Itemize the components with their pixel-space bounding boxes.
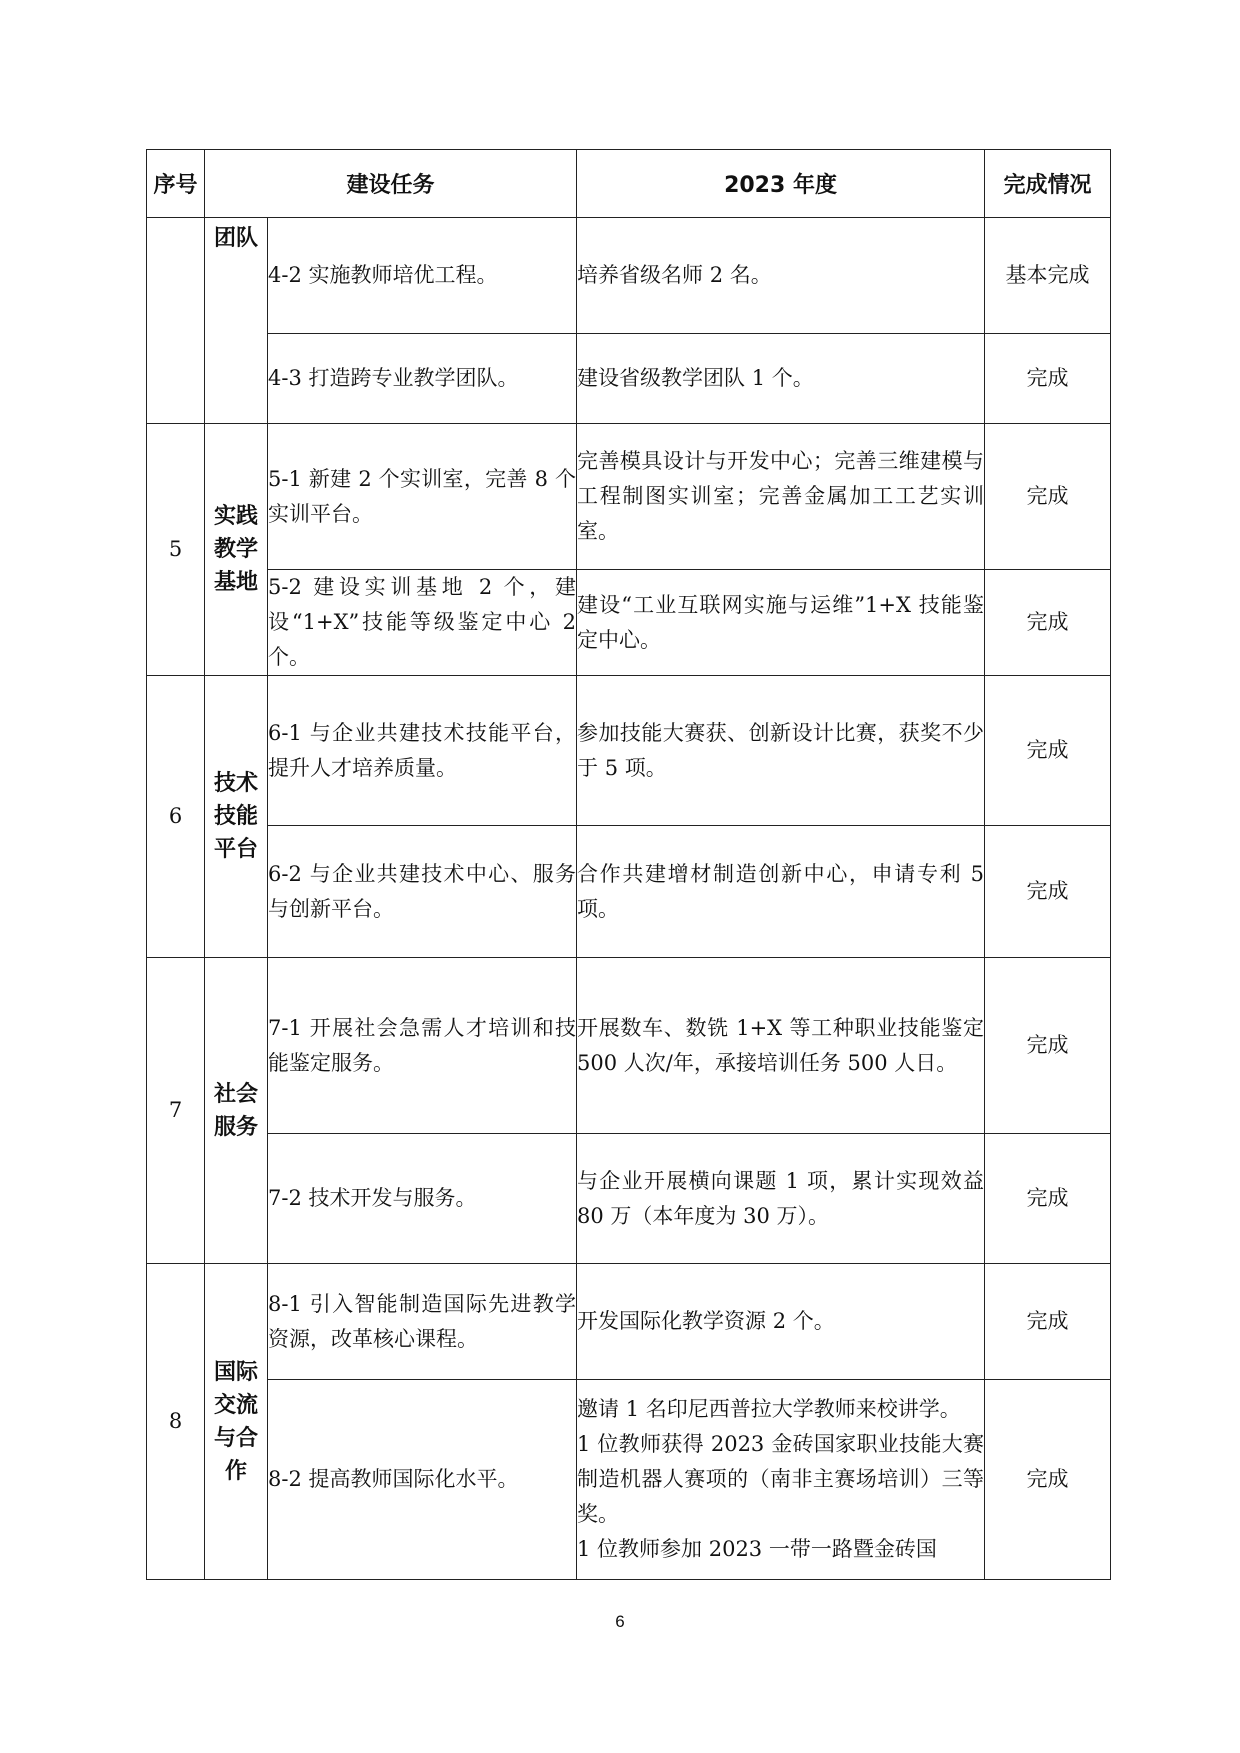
goal-cell: 建设省级教学团队 1 个。: [577, 334, 985, 424]
goal-cell: 开发国际化教学资源 2 个。: [577, 1264, 985, 1380]
task-cell: 7-2 技术开发与服务。: [268, 1134, 577, 1264]
seq-cell: 6: [147, 676, 205, 958]
status-cell: 完成: [985, 334, 1111, 424]
seq-cell: 5: [147, 424, 205, 676]
table-row: [147, 334, 1111, 424]
header-status: 完成情况: [985, 150, 1111, 218]
category-cell: 实践教学基地: [205, 424, 268, 676]
goal-line: 邀请 1 名印尼西普拉大学教师来校讲学。: [577, 1397, 961, 1421]
goal-cell: 合作共建增材制造创新中心，申请专利 5 项。: [577, 826, 985, 958]
seq-cell: 8: [147, 1264, 205, 1580]
task-cell: 4-2 实施教师培优工程。: [268, 218, 577, 334]
table-row: [147, 218, 1111, 334]
construction-task-table: [146, 149, 1111, 1580]
page-number: 6: [615, 1612, 625, 1631]
goal-cell: 培养省级名师 2 名。: [577, 218, 985, 334]
seq-cell: 7: [147, 958, 205, 1264]
table-row: [147, 826, 1111, 958]
status-cell: 完成: [985, 570, 1111, 676]
table-header-row: [147, 150, 1111, 218]
table-row: [147, 1264, 1111, 1380]
task-cell: 7-1 开展社会急需人才培训和技能鉴定服务。: [268, 958, 577, 1134]
goal-line: 1 位教师参加 2023 一带一路暨金砖国: [577, 1537, 937, 1561]
category-cell: 社会服务: [205, 958, 268, 1264]
status-cell: 完成: [985, 1380, 1111, 1580]
task-cell: 4-3 打造跨专业教学团队。: [268, 334, 577, 424]
table-row: [147, 1134, 1111, 1264]
task-cell: 5-1 新建 2 个实训室，完善 8 个实训平台。: [268, 424, 577, 570]
goal-cell: [577, 1380, 985, 1580]
goal-cell: 建设“工业互联网实施与运维”1+X 技能鉴定中心。: [577, 570, 985, 676]
category-cell: 国际交流与合作: [205, 1264, 268, 1580]
status-cell: 完成: [985, 676, 1111, 826]
goal-cell: 完善模具设计与开发中心；完善三维建模与工程制图实训室；完善金属加工工艺实训室。: [577, 424, 985, 570]
task-cell: 8-2 提高教师国际化水平。: [268, 1380, 577, 1580]
seq-cell: [147, 218, 205, 424]
status-cell: 完成: [985, 424, 1111, 570]
category-cell: 团队: [205, 218, 268, 424]
goal-cell: 开展数车、数铣 1+X 等工种职业技能鉴定 500 人次/年，承接培训任务 500 人日。: [577, 958, 985, 1134]
header-task: 建设任务: [205, 150, 577, 218]
header-seq: 序号: [147, 150, 205, 218]
category-cell: 技术技能平台: [205, 676, 268, 958]
task-cell: 6-1 与企业共建技术技能平台，提升人才培养质量。: [268, 676, 577, 826]
status-cell: 完成: [985, 826, 1111, 958]
goal-line: 1 位教师获得 2023 金砖国家职业技能大赛制造机器人赛项的（南非主赛场培训）三等奖。: [577, 1432, 985, 1526]
table-row: [147, 424, 1111, 570]
header-year: 2023 年度: [577, 150, 985, 218]
table-row: [147, 1380, 1111, 1580]
task-cell: 8-1 引入智能制造国际先进教学资源，改革核心课程。: [268, 1264, 577, 1380]
goal-cell: 参加技能大赛获、创新设计比赛，获奖不少于 5 项。: [577, 676, 985, 826]
table-row: [147, 676, 1111, 826]
table-row: [147, 958, 1111, 1134]
goal-cell: 与企业开展横向课题 1 项，累计实现效益 80 万（本年度为 30 万）。: [577, 1134, 985, 1264]
status-cell: 基本完成: [985, 218, 1111, 334]
task-cell: 6-2 与企业共建技术中心、服务与创新平台。: [268, 826, 577, 958]
status-cell: 完成: [985, 958, 1111, 1134]
table-row: [147, 570, 1111, 676]
status-cell: 完成: [985, 1134, 1111, 1264]
task-cell: 5-2 建设实训基地 2 个，建设“1+X”技能等级鉴定中心 2 个。: [268, 570, 577, 676]
status-cell: 完成: [985, 1264, 1111, 1380]
